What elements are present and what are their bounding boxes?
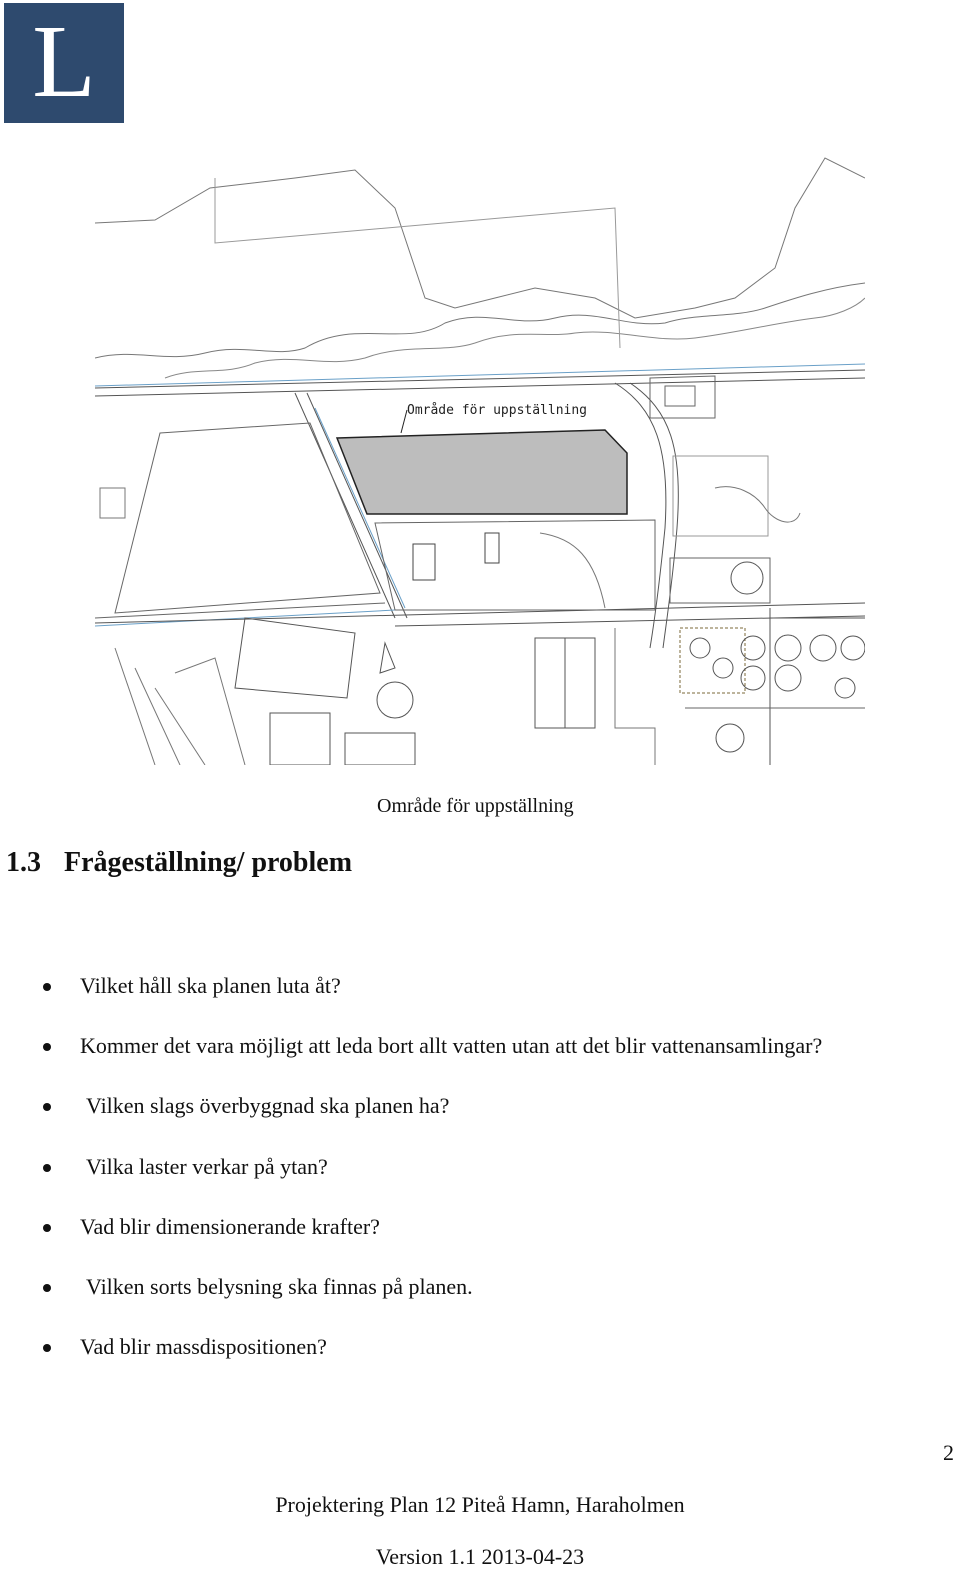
list-item: [0, 1269, 960, 1329]
question-list: [0, 968, 960, 1389]
section-heading: [6, 847, 352, 879]
list-item: [0, 1149, 960, 1209]
bullet-icon: [43, 1224, 51, 1232]
list-item-text: Vilka laster verkar på ytan?: [86, 1153, 328, 1179]
footer-title: Projektering Plan 12 Piteå Hamn, Haraholmen: [275, 1492, 685, 1517]
section-number: 1.3: [6, 847, 41, 878]
section-title: Frågeställning/ problem: [64, 847, 353, 878]
page-number: 2: [943, 1440, 954, 1465]
list-item-text: Kommer det vara möjligt att leda bort allt vatten utan att det blir vattenansamlingar?: [80, 1033, 823, 1059]
map-area-label: Område för uppställning: [407, 403, 588, 418]
list-item: [0, 1088, 960, 1148]
company-logo: [4, 3, 124, 123]
footer-version: Version 1.1 2013-04-23: [375, 1544, 585, 1569]
logo-letter: L: [32, 4, 96, 119]
bullet-icon: [43, 1284, 51, 1292]
bullet-icon: [43, 1043, 51, 1051]
bullet-icon: [43, 1344, 51, 1352]
list-item: [0, 1028, 960, 1088]
list-item-text: Vilken slags överbyggnad ska planen ha?: [86, 1093, 450, 1119]
bullet-icon: [43, 1103, 51, 1111]
list-item-text: Vad blir dimensionerande krafter?: [80, 1213, 380, 1239]
storage-area: [337, 430, 627, 514]
site-map: [95, 148, 865, 765]
list-item: [0, 1209, 960, 1269]
shoreline: [95, 158, 865, 318]
list-item-text: Vilket håll ska planen luta åt?: [80, 973, 341, 998]
list-item: [0, 1329, 960, 1389]
main-road: [95, 370, 865, 388]
bullet-icon: [43, 1164, 51, 1172]
list-item: [0, 968, 960, 1028]
list-item-text: Vilken sorts belysning ska finnas på planen.: [86, 1273, 473, 1299]
bullet-icon: [43, 983, 51, 991]
figure-caption: Område för uppställning: [377, 795, 574, 817]
list-item-text: Vad blir massdispositionen?: [80, 1334, 327, 1360]
